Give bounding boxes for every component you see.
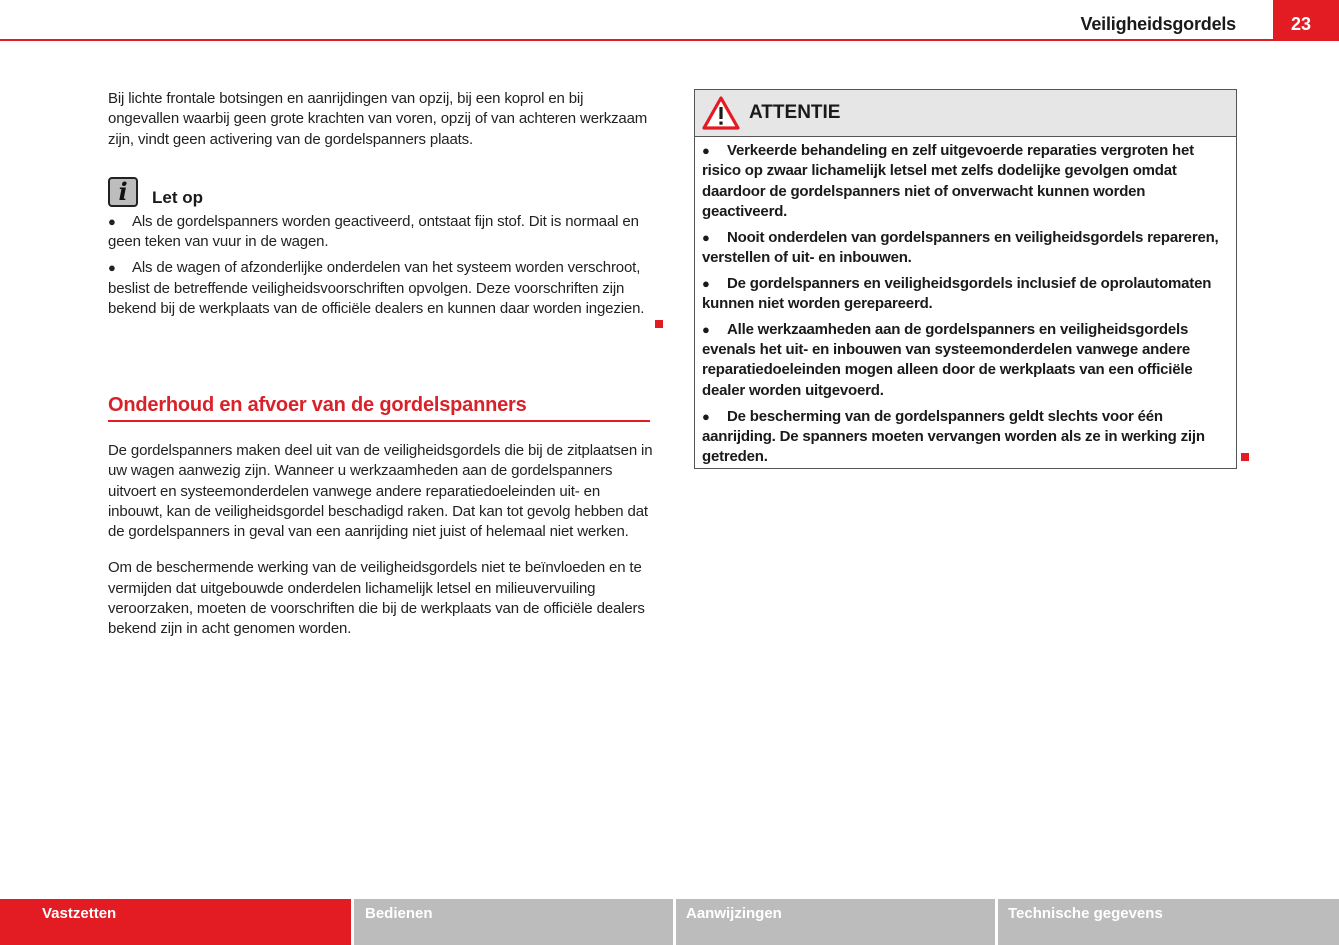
footer-tabs bbox=[0, 899, 1339, 945]
tab-vastzetten[interactable]: Vastzetten bbox=[0, 899, 351, 945]
warning-item: ● Verkeerde behandeling en zelf uitgevoerde reparaties vergroten het risico op zwaar lichamelijk letsel met zelfs dodelijke gevolgen omdat daardoor de gordelspanners niet of onverwacht kunnen worden geactiveerd. bbox=[702, 142, 1194, 220]
tab-aanwijzingen[interactable]: Aanwijzingen bbox=[676, 899, 995, 945]
note-item: ● Als de gordelspanners worden geactiveerd, ontstaat fijn stof. Dit is normaal en geen teken van vuur in de wagen. bbox=[108, 212, 639, 251]
bullet-icon: ● bbox=[702, 229, 710, 245]
chapter-title: Veiligheidsgordels bbox=[1080, 14, 1236, 34]
tab-technische-gegevens[interactable]: Technische gegevens bbox=[998, 899, 1339, 945]
note-list bbox=[108, 212, 653, 319]
warning-item: ● Nooit onderdelen van gordelspanners en veiligheidsgordels repareren, verstellen of uit- en inbouwen. bbox=[702, 228, 1219, 266]
warning-item: ● De gordelspanners en veiligheidsgordels inclusief de oprolautomaten kunnen niet worden gerepareerd. bbox=[702, 274, 1212, 313]
end-of-section-marker bbox=[1241, 453, 1249, 461]
warning-box bbox=[694, 89, 1237, 469]
warning-title: ATTENTIE bbox=[749, 102, 841, 123]
bullet-icon: ● bbox=[108, 213, 116, 229]
note-item: ● Als de wagen of afzonderlijke onderdelen van het systeem worden verschroot, beslist de betreffende veiligheidsvoorschriften opvolgen. Deze voorschriften zijn bekend bij de werkplaats van de officiële dealers en kunnen daar worden ingezien. bbox=[108, 259, 645, 318]
section-paragraph: De gordelspanners maken deel uit van de veiligheidsgordels die bij de zitplaatsen in uw wagen aanwezig zijn. Wanneer u werkzaamheden aan de gordelspanners uitvoert en systeemonderdelen vanwege andere reparatiedoeleinden uit- en inbouwt, kan de veiligheidsgordel beschadigd raken. Dat kan tot gevolg hebben dat de gordelspanners in geval van een aanrijding niet juist of helemaal niet werken. bbox=[108, 442, 653, 541]
page-number: 23 bbox=[1273, 0, 1339, 41]
warning-header bbox=[695, 90, 1236, 137]
tab-bedienen[interactable]: Bedienen bbox=[354, 899, 673, 945]
section-title: Onderhoud en afvoer van de gordelspanners bbox=[108, 394, 650, 422]
bullet-icon: ● bbox=[702, 321, 710, 337]
header-divider bbox=[0, 39, 1273, 41]
left-column bbox=[108, 89, 653, 319]
note-header bbox=[108, 176, 653, 208]
section-body bbox=[108, 441, 653, 640]
intro-paragraph: Bij lichte frontale botsingen en aanrijdingen van opzij, bij een koprol en bij ongevallen waarbij geen grote krachten van voren, opzij of van achteren werkzaam zijn, vindt geen activering van de gordelspanners plaats. bbox=[108, 90, 648, 148]
bullet-icon: ● bbox=[108, 260, 116, 276]
bullet-icon: ● bbox=[702, 408, 710, 424]
warning-list bbox=[695, 137, 1236, 467]
note-title: Let op bbox=[152, 187, 203, 207]
warning-item: ● De bescherming van de gordelspanners geldt slechts voor één aanrijding. De spanners moeten vervangen worden als ze in werking zijn getreden. bbox=[702, 407, 1205, 466]
bullet-icon: ● bbox=[702, 143, 710, 158]
bullet-icon: ● bbox=[702, 275, 710, 291]
section-paragraph: Om de beschermende werking van de veiligheidsgordels niet te beïnvloeden en te vermijden dat uitgebouwde onderdelen lichamelijk letsel en milieuvervuiling veroorzaken, moeten de voorschriften die bij de werkplaats van de officiële dealers bekend zijn in acht genomen worden. bbox=[108, 559, 645, 638]
warning-item: ● Alle werkzaamheden aan de gordelspanners en veiligheidsgordels evenals het uit- en inbouwen van systeemonderdelen vanwege andere reparatiedoeleinden mogen alleen door de werkplaats van een officiële dealer worden uitgevoerd. bbox=[702, 320, 1193, 399]
end-of-section-marker bbox=[655, 320, 663, 328]
info-icon: i bbox=[108, 177, 138, 207]
warning-triangle-icon bbox=[702, 96, 740, 130]
